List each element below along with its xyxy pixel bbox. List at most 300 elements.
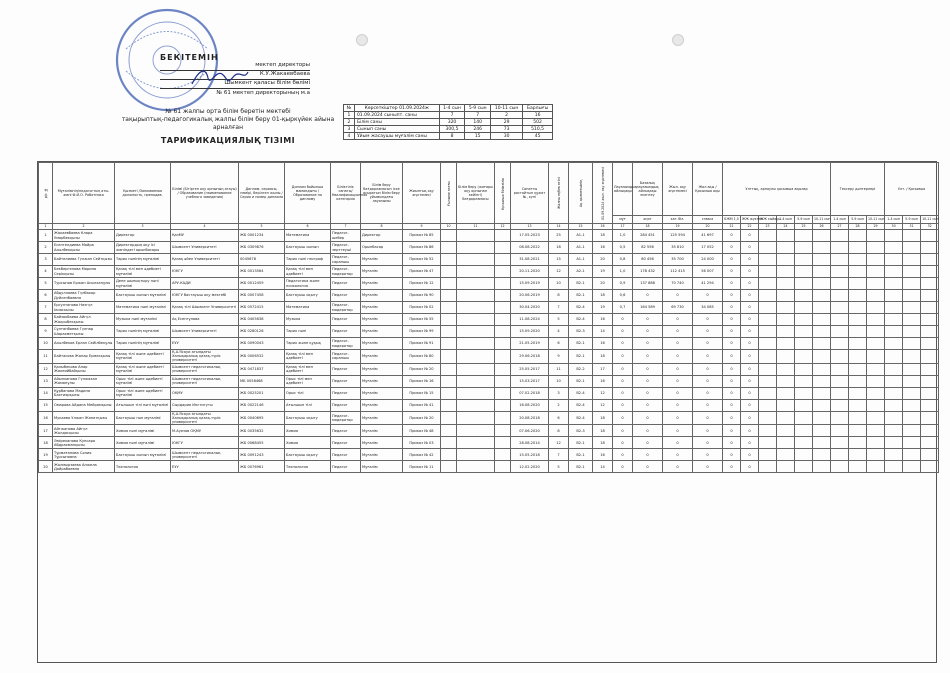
- table-cell: 70 740: [663, 278, 693, 290]
- table-cell: ЖБ 0012459: [239, 278, 285, 290]
- column-number-cell: 1: [39, 224, 53, 230]
- table-cell: [921, 399, 939, 411]
- column-number-cell: 17: [613, 224, 633, 230]
- table-row: [39, 449, 939, 461]
- column-subheader: ЖЖ жүктем: [741, 216, 759, 224]
- table-cell: 0: [663, 314, 693, 326]
- table-cell: [921, 461, 939, 473]
- table-cell: Приказ № 52: [403, 254, 441, 266]
- column-number-cell: 29: [867, 224, 885, 230]
- table-cell: 11: [549, 363, 569, 375]
- table-row: [39, 399, 939, 411]
- table-cell: [921, 242, 939, 254]
- table-cell: Химия пәні мұғалімі: [115, 425, 171, 437]
- table-row: [39, 266, 939, 278]
- table-cell: [759, 290, 777, 302]
- table-cell: Тарих пәні географ: [285, 254, 331, 266]
- table-cell: [457, 302, 495, 314]
- table-cell: [777, 302, 795, 314]
- table-cell: ЖБ 0091243: [239, 449, 285, 461]
- table-cell: [457, 230, 495, 242]
- table-cell: 0: [741, 399, 759, 411]
- summary-cell: 1: [344, 112, 355, 119]
- table-cell: B2-4: [569, 302, 593, 314]
- table-cell: [759, 314, 777, 326]
- column-header: 01.09.2024 жыл. оқу жүктемесі: [593, 163, 613, 224]
- table-cell: 28.08.2014: [511, 437, 549, 449]
- table-cell: Директор: [115, 230, 171, 242]
- table-cell: [495, 449, 511, 461]
- table-cell: [903, 399, 921, 411]
- table-cell: Шымкент Университеті: [171, 326, 239, 338]
- table-cell: B2-3: [569, 326, 593, 338]
- table-cell: [903, 387, 921, 399]
- summary-cell: 73: [491, 126, 523, 133]
- table-cell: Қ.А.Ясауи атындағы Халықаралық қазақ-түрік университеті: [171, 350, 239, 364]
- table-cell: ЖБ 0068455: [239, 437, 285, 449]
- table-cell: [921, 363, 939, 375]
- table-cell: Педагог-зерттеуші: [331, 242, 361, 254]
- table-cell: 178 432: [633, 266, 663, 278]
- table-cell: [903, 278, 921, 290]
- column-number-cell: 4: [171, 224, 239, 230]
- table-cell: B2-1: [569, 437, 593, 449]
- table-row: [39, 302, 939, 314]
- table-cell: [885, 411, 903, 425]
- column-number-cell: 6: [285, 224, 331, 230]
- table-cell: [441, 326, 457, 338]
- table-cell: 0: [741, 449, 759, 461]
- summary-header-cell: 1-4 сын: [439, 105, 465, 112]
- table-cell: [867, 230, 885, 242]
- table-cell: 18: [593, 230, 613, 242]
- table-cell: Мұғалім: [361, 387, 403, 399]
- table-cell: [831, 254, 849, 266]
- table-cell: [885, 326, 903, 338]
- table-cell: [777, 387, 795, 399]
- summary-header-cell: 10-11 сын: [491, 105, 523, 112]
- table-cell: 19: [593, 266, 613, 278]
- column-number-cell: 19: [663, 224, 693, 230]
- table-cell: 0: [693, 437, 723, 449]
- table-cell: 0: [693, 326, 723, 338]
- table-cell: 0: [741, 326, 759, 338]
- table-cell: [831, 425, 849, 437]
- column-header: Тексеру дәптерлері: [831, 163, 885, 216]
- table-cell: [777, 399, 795, 411]
- column-subheader: 10-11 сын: [813, 216, 831, 224]
- table-cell: [921, 387, 939, 399]
- table-row: [39, 314, 939, 326]
- table-cell: [885, 449, 903, 461]
- summary-cell: 30: [491, 133, 523, 140]
- table-cell: Қазақ тілі мен әдебиеті: [285, 350, 331, 364]
- table-cell: [495, 314, 511, 326]
- table-cell: B2-4: [569, 411, 593, 425]
- table-cell: B2-4: [569, 387, 593, 399]
- table-cell: [849, 411, 867, 425]
- table-cell: Орыс тілі және әдебиеті мұғалімі: [115, 375, 171, 387]
- table-cell: ЖБ 0007458: [239, 290, 285, 302]
- table-cell: 0: [613, 375, 633, 387]
- table-cell: 0: [723, 230, 741, 242]
- table-row: [39, 278, 939, 290]
- table-cell: [795, 314, 813, 326]
- summary-header-cell: 5-9 сын: [465, 105, 491, 112]
- table-cell: 0: [723, 266, 741, 278]
- table-cell: B2-1: [569, 278, 593, 290]
- table-cell: [777, 449, 795, 461]
- column-subheader: жүкт: [633, 216, 663, 224]
- table-cell: [795, 338, 813, 350]
- summary-cell: 45: [523, 133, 553, 140]
- table-cell: 13: [39, 375, 53, 387]
- table-cell: 0: [741, 314, 759, 326]
- table-cell: [759, 461, 777, 473]
- table-cell: Мұғалім: [361, 290, 403, 302]
- table-cell: 20: [39, 461, 53, 473]
- table-cell: [921, 290, 939, 302]
- table-cell: [849, 363, 867, 375]
- table-cell: Педагог: [331, 449, 361, 461]
- table-cell: Мұғалім: [361, 411, 403, 425]
- table-cell: 0: [663, 399, 693, 411]
- tariff-table-container: [37, 161, 937, 663]
- table-cell: 19: [39, 449, 53, 461]
- table-cell: 0: [723, 437, 741, 449]
- table-cell: Педагог: [331, 425, 361, 437]
- table-cell: 0: [613, 425, 633, 437]
- table-cell: АРУ-КАДИ: [171, 278, 239, 290]
- table-cell: [867, 387, 885, 399]
- table-cell: [777, 363, 795, 375]
- table-cell: [903, 461, 921, 473]
- table-cell: 0: [693, 338, 723, 350]
- table-cell: [795, 278, 813, 290]
- table-cell: [441, 230, 457, 242]
- table-cell: Химия: [285, 437, 331, 449]
- column-subheader: ставка: [693, 216, 723, 224]
- table-cell: [885, 302, 903, 314]
- table-cell: 6: [549, 411, 569, 425]
- employee-name-cell: Құрбанова Мадина Бахтиярқызы: [53, 387, 115, 399]
- table-cell: Приказ № 42: [403, 449, 441, 461]
- table-cell: B2-4: [569, 314, 593, 326]
- table-cell: 0: [741, 350, 759, 364]
- table-cell: 0: [723, 242, 741, 254]
- table-cell: 0: [663, 425, 693, 437]
- table-cell: 9: [549, 350, 569, 364]
- table-cell: [849, 230, 867, 242]
- table-cell: [495, 411, 511, 425]
- column-header: Қосымша біліктілік: [495, 163, 511, 224]
- table-cell: [849, 449, 867, 461]
- table-cell: [867, 350, 885, 364]
- summary-cell: 16: [523, 112, 553, 119]
- table-cell: [795, 437, 813, 449]
- table-cell: 0: [663, 338, 693, 350]
- column-header: Жол ақы / Қосымша ақы: [693, 163, 723, 216]
- employee-name-cell: Есенгелдиева Майра Асылбекқызы: [53, 242, 115, 254]
- table-cell: [759, 363, 777, 375]
- table-cell: 0: [723, 350, 741, 364]
- table-cell: Мұғалім: [361, 278, 403, 290]
- column-number-cell: 10: [441, 224, 457, 230]
- table-cell: 0: [693, 399, 723, 411]
- table-cell: [867, 314, 885, 326]
- table-cell: 12: [593, 399, 613, 411]
- table-cell: Приказ № 55: [403, 314, 441, 326]
- table-cell: Педагог-модератор: [331, 302, 361, 314]
- table-cell: Химия: [285, 425, 331, 437]
- table-cell: 16: [39, 411, 53, 425]
- table-cell: [813, 437, 831, 449]
- table-cell: 0: [741, 254, 759, 266]
- table-cell: ЖБ 0040695: [239, 411, 285, 425]
- table-cell: [441, 314, 457, 326]
- summary-cell: 01.09.2024 сыныпт. саны: [354, 112, 439, 119]
- table-cell: ЖБ 0572415: [239, 302, 285, 314]
- table-cell: 0: [723, 254, 741, 266]
- table-cell: 0,6: [613, 290, 633, 302]
- table-cell: Приказ № 20: [403, 363, 441, 375]
- table-cell: [831, 363, 849, 375]
- table-cell: [885, 266, 903, 278]
- table-cell: [849, 425, 867, 437]
- table-row: [39, 290, 939, 302]
- table-cell: Сырдария Институты: [171, 399, 239, 411]
- table-cell: [813, 399, 831, 411]
- table-cell: Педагог-шебер: [331, 230, 361, 242]
- table-cell: Шымкент педагогикалық университеті: [171, 363, 239, 375]
- table-cell: [885, 230, 903, 242]
- table-cell: [903, 266, 921, 278]
- table-cell: [849, 302, 867, 314]
- column-number-cell: 3: [115, 224, 171, 230]
- summary-row: [344, 133, 553, 140]
- table-cell: 0: [693, 387, 723, 399]
- table-cell: [813, 302, 831, 314]
- table-cell: 0: [663, 387, 693, 399]
- table-cell: 15: [549, 254, 569, 266]
- table-cell: Мұғалім: [361, 437, 403, 449]
- column-number-cell: 12: [495, 224, 511, 230]
- table-cell: 20.08.2018: [511, 411, 549, 425]
- table-cell: Мұғалім: [361, 338, 403, 350]
- table-cell: [831, 375, 849, 387]
- table-cell: 0: [633, 387, 663, 399]
- table-cell: [867, 278, 885, 290]
- table-cell: [495, 254, 511, 266]
- table-cell: [831, 437, 849, 449]
- table-cell: [495, 290, 511, 302]
- table-cell: 0: [723, 399, 741, 411]
- summary-cell: 2: [491, 112, 523, 119]
- table-cell: ЮКГУ: [171, 437, 239, 449]
- table-cell: [885, 461, 903, 473]
- table-cell: 0: [613, 411, 633, 425]
- table-cell: 0: [633, 375, 663, 387]
- table-cell: Педагог: [331, 461, 361, 473]
- table-row: [39, 326, 939, 338]
- table-cell: [921, 425, 939, 437]
- column-header: Қызметі /Занимаемая должность, преподав.: [115, 163, 171, 224]
- table-row: [39, 411, 939, 425]
- table-cell: [831, 461, 849, 473]
- table-cell: [867, 437, 885, 449]
- summary-cell: 510,5: [523, 126, 553, 133]
- summary-cell: 7: [465, 112, 491, 119]
- employee-name-cell: Ерсултанова Назгүл Ілияскызы: [53, 302, 115, 314]
- table-cell: Приказ № 11: [403, 461, 441, 473]
- table-row: [39, 254, 939, 266]
- summary-cell: 4: [344, 133, 355, 140]
- table-cell: [795, 411, 813, 425]
- table-cell: [885, 242, 903, 254]
- table-cell: [813, 254, 831, 266]
- table-cell: [759, 449, 777, 461]
- table-cell: 11: [39, 350, 53, 364]
- table-cell: Мұғалім: [361, 449, 403, 461]
- table-cell: 82 556: [633, 242, 663, 254]
- table-cell: Мұғалім: [361, 314, 403, 326]
- table-cell: 0: [723, 363, 741, 375]
- table-cell: 0: [723, 338, 741, 350]
- table-cell: 0: [693, 363, 723, 375]
- table-cell: 112 415: [663, 266, 693, 278]
- table-cell: [457, 399, 495, 411]
- table-cell: 20: [593, 254, 613, 266]
- table-cell: 0: [633, 411, 663, 425]
- table-cell: [849, 278, 867, 290]
- table-cell: 18: [549, 242, 569, 254]
- table-cell: [495, 425, 511, 437]
- table-cell: [759, 387, 777, 399]
- table-cell: [849, 338, 867, 350]
- column-header: Лауазымдық айлықақы: [613, 163, 633, 216]
- table-cell: 16: [593, 338, 613, 350]
- table-cell: Приказ № 91: [403, 338, 441, 350]
- table-cell: 0: [741, 437, 759, 449]
- table-cell: [903, 242, 921, 254]
- table-cell: 0: [613, 387, 633, 399]
- table-cell: [759, 425, 777, 437]
- table-cell: Приказ № 90: [403, 290, 441, 302]
- table-cell: Музыка пәні мұғалімі: [115, 314, 171, 326]
- table-cell: [831, 338, 849, 350]
- table-cell: [795, 326, 813, 338]
- table-cell: 2: [39, 242, 53, 254]
- column-number-cell: 14: [549, 224, 569, 230]
- table-cell: 3: [39, 254, 53, 266]
- table-cell: 35 810: [663, 242, 693, 254]
- table-cell: [441, 399, 457, 411]
- table-cell: [831, 266, 849, 278]
- table-cell: [813, 290, 831, 302]
- table-cell: ЮКГУ бастауыш оқу мектебі: [171, 290, 239, 302]
- summary-header-row: [344, 105, 553, 112]
- table-cell: [795, 461, 813, 473]
- approval-line: мектеп директоры: [160, 62, 310, 71]
- table-cell: 0: [741, 461, 759, 473]
- table-cell: [457, 425, 495, 437]
- table-cell: 0: [741, 278, 759, 290]
- column-header: Ғылыми атағы: [441, 163, 457, 224]
- table-cell: [795, 290, 813, 302]
- table-cell: Педагог: [331, 387, 361, 399]
- table-cell: [441, 278, 457, 290]
- table-cell: 0: [723, 449, 741, 461]
- table-cell: [849, 387, 867, 399]
- table-cell: ЖБ 0025201: [239, 387, 285, 399]
- table-cell: 30.04.2020: [511, 302, 549, 314]
- table-cell: 0: [613, 399, 633, 411]
- table-cell: Педагог: [331, 399, 361, 411]
- summary-cell: 8: [439, 133, 465, 140]
- table-cell: Қазақ тілі мен әдебиеті: [285, 363, 331, 375]
- table-cell: Мұғалім: [361, 254, 403, 266]
- table-cell: B2-1: [569, 375, 593, 387]
- column-subheader: 1-4 сын: [777, 216, 795, 224]
- column-number-cell: 5: [239, 224, 285, 230]
- table-cell: [885, 290, 903, 302]
- table-cell: Мұғалім: [361, 326, 403, 338]
- table-cell: ЖБ 0090043: [239, 338, 285, 350]
- column-subheader: 1-4 сын: [831, 216, 849, 224]
- table-cell: [457, 278, 495, 290]
- table-cell: 0: [723, 326, 741, 338]
- table-cell: Педагог: [331, 290, 361, 302]
- table-cell: [495, 326, 511, 338]
- table-cell: 0: [633, 314, 663, 326]
- table-cell: 0: [741, 242, 759, 254]
- column-number-cell: 8: [361, 224, 403, 230]
- table-cell: Ағылшын тілі пәні мұғалімі: [115, 399, 171, 411]
- column-header: Білім беру (жоғары оқу орнынан кейінгі) бағдарламасы: [457, 163, 495, 224]
- table-cell: [495, 278, 511, 290]
- table-cell: 0: [633, 290, 663, 302]
- table-cell: 16: [593, 449, 613, 461]
- employee-name-cell: Байтасова Жанар Ермекқызы: [53, 350, 115, 364]
- table-cell: [777, 375, 795, 387]
- table-cell: [903, 425, 921, 437]
- summary-cell: 29: [491, 119, 523, 126]
- column-number-cell: 13: [511, 224, 549, 230]
- table-cell: Мұғалім: [361, 425, 403, 437]
- table-cell: 0: [663, 363, 693, 375]
- column-header: Білімі (Бітірген оқу орнының атауы) / Образование (наименование учебного заведения): [171, 163, 239, 224]
- table-cell: [831, 387, 849, 399]
- table-cell: [885, 437, 903, 449]
- table-cell: [457, 266, 495, 278]
- table-cell: [813, 266, 831, 278]
- table-cell: 15: [39, 399, 53, 411]
- table-cell: [759, 266, 777, 278]
- table-cell: [903, 363, 921, 375]
- table-cell: 12: [39, 363, 53, 375]
- employee-name-cell: Жолмырзаева Анжела Дайрабаевна: [53, 461, 115, 473]
- table-cell: [849, 399, 867, 411]
- table-cell: [903, 302, 921, 314]
- tariff-table: [38, 162, 939, 473]
- table-cell: [759, 411, 777, 425]
- table-cell: [457, 338, 495, 350]
- table-cell: [867, 290, 885, 302]
- table-cell: [441, 302, 457, 314]
- column-number-cell: 20: [693, 224, 723, 230]
- table-cell: Математика: [285, 302, 331, 314]
- table-cell: [885, 387, 903, 399]
